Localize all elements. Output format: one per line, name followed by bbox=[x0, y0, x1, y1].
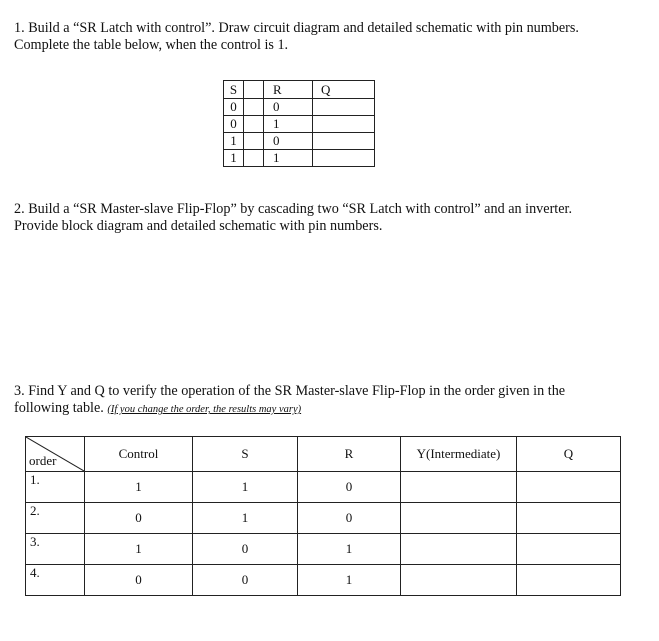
header-q: Q bbox=[517, 437, 621, 472]
cell-s: 0 bbox=[224, 99, 244, 116]
header-r: R bbox=[264, 81, 313, 99]
question-3-line-2: following table. bbox=[14, 400, 104, 416]
order-header-cell bbox=[26, 437, 85, 472]
question-2 bbox=[14, 201, 639, 235]
table-row bbox=[224, 133, 375, 150]
cell-r: 1 bbox=[298, 565, 401, 596]
cell-s: 0 bbox=[193, 565, 298, 596]
cell-order: 1. bbox=[26, 472, 85, 503]
order-note: (If you change the order, the results may vary) bbox=[107, 404, 302, 415]
sr-truth-table bbox=[223, 80, 375, 167]
cell-r: 0 bbox=[298, 503, 401, 534]
table-row bbox=[26, 534, 621, 565]
cell-s: 1 bbox=[224, 133, 244, 150]
cell-q[interactable] bbox=[313, 99, 375, 116]
table-row bbox=[26, 472, 621, 503]
cell-y[interactable] bbox=[401, 503, 517, 534]
cell-q[interactable] bbox=[517, 503, 621, 534]
question-1 bbox=[14, 20, 639, 54]
cell-q[interactable] bbox=[313, 116, 375, 133]
cell-r: 1 bbox=[298, 534, 401, 565]
order-header-label: order bbox=[29, 453, 57, 468]
cell-r: 0 bbox=[264, 99, 313, 116]
table-row bbox=[224, 150, 375, 167]
header-s: S bbox=[224, 81, 244, 99]
question-1-line-1: 1. Build a “SR Latch with control”. Draw circuit diagram and detailed schematic with pin numbers. bbox=[14, 20, 579, 36]
cell-q[interactable] bbox=[313, 133, 375, 150]
cell-y[interactable] bbox=[401, 472, 517, 503]
question-2-line-2: Provide block diagram and detailed schematic with pin numbers. bbox=[14, 218, 383, 234]
cell-s: 0 bbox=[224, 116, 244, 133]
cell-r: 1 bbox=[264, 116, 313, 133]
table-row bbox=[224, 99, 375, 116]
order-table bbox=[25, 436, 621, 596]
cell-y[interactable] bbox=[401, 534, 517, 565]
question-1-line-2: Complete the table below, when the control is 1. bbox=[14, 37, 289, 53]
table-row bbox=[26, 503, 621, 534]
header-q: Q bbox=[313, 81, 375, 99]
cell-r: 0 bbox=[298, 472, 401, 503]
cell-r: 0 bbox=[264, 133, 313, 150]
cell-s: 1 bbox=[193, 472, 298, 503]
cell-q[interactable] bbox=[517, 472, 621, 503]
cell-control: 0 bbox=[85, 565, 193, 596]
cell-control: 1 bbox=[85, 534, 193, 565]
cell-q[interactable] bbox=[517, 534, 621, 565]
header-control: Control bbox=[85, 437, 193, 472]
question-3 bbox=[14, 383, 639, 418]
cell-r: 1 bbox=[264, 150, 313, 167]
question-2-line-1: 2. Build a “SR Master-slave Flip-Flop” by cascading two “SR Latch with control” and an inverter. bbox=[14, 201, 573, 217]
header-s: S bbox=[193, 437, 298, 472]
header-r: R bbox=[298, 437, 401, 472]
cell-s: 1 bbox=[193, 503, 298, 534]
cell-order: 3. bbox=[26, 534, 85, 565]
table-row bbox=[26, 565, 621, 596]
cell-q[interactable] bbox=[517, 565, 621, 596]
table-row bbox=[224, 116, 375, 133]
cell-s: 1 bbox=[224, 150, 244, 167]
cell-order: 4. bbox=[26, 565, 85, 596]
header-y-intermediate: Y(Intermediate) bbox=[401, 437, 517, 472]
cell-s: 0 bbox=[193, 534, 298, 565]
cell-q[interactable] bbox=[313, 150, 375, 167]
table-header-row bbox=[26, 437, 621, 472]
cell-order: 2. bbox=[26, 503, 85, 534]
question-3-line-1: 3. Find Y and Q to verify the operation of the SR Master-slave Flip-Flop in the order given in the bbox=[14, 383, 566, 399]
table-header-row bbox=[224, 81, 375, 99]
cell-y[interactable] bbox=[401, 565, 517, 596]
cell-control: 1 bbox=[85, 472, 193, 503]
cell-control: 0 bbox=[85, 503, 193, 534]
